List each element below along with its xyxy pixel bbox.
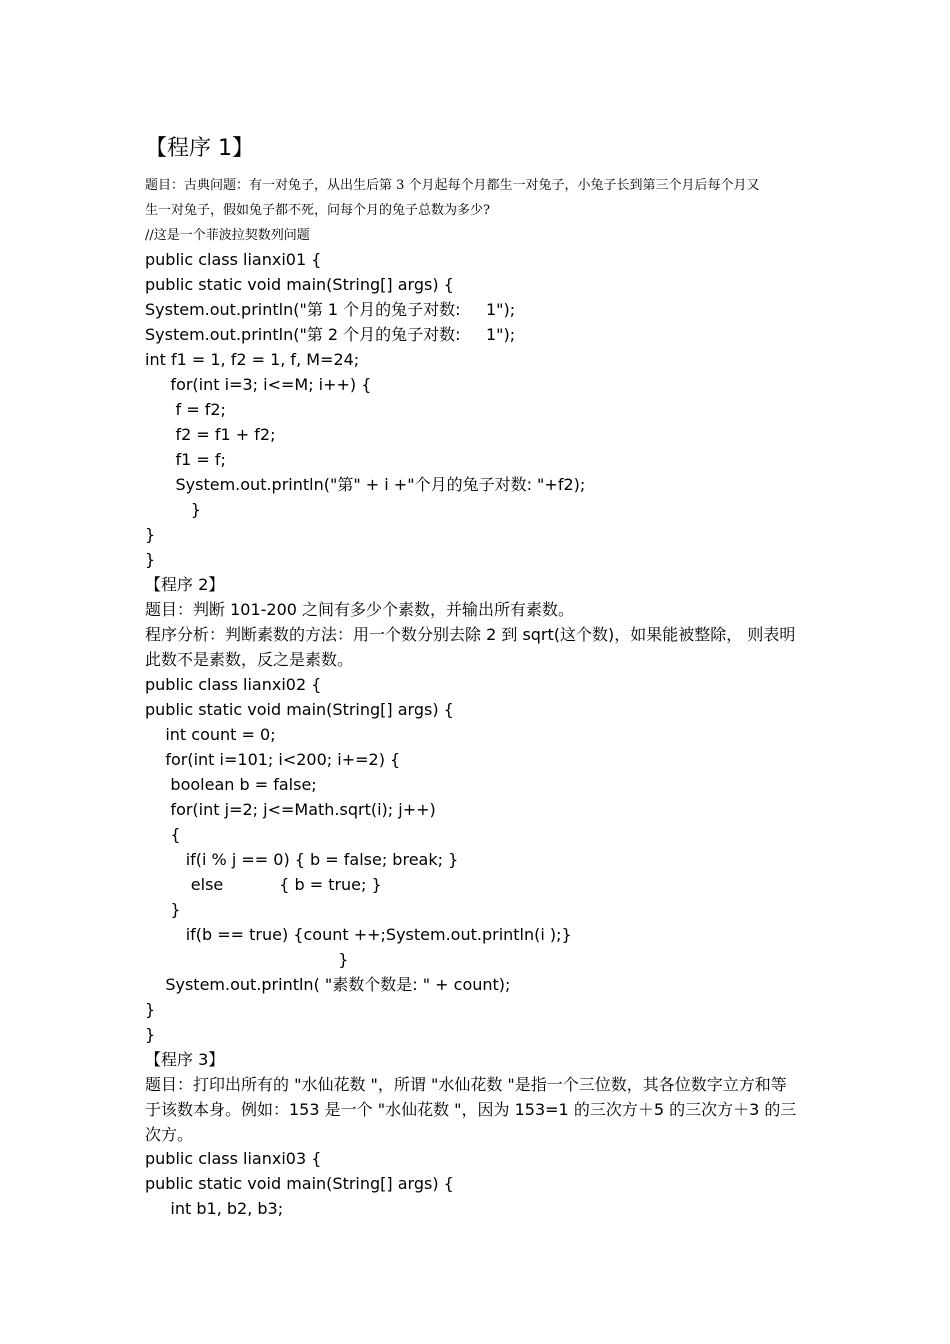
code-line: public static void main(String[] args) { [145,700,454,719]
code-line: if(b == true) {count ++;System.out.println(i );} [145,925,572,944]
code-line: for(int i=3; i<=M; i++) { [145,375,372,394]
code-line: if(i % j == 0) { b = false; break; } [145,850,459,869]
code-line: public static void main(String[] args) { [145,275,454,294]
code-line: for(int j=2; j<=Math.sqrt(i); j++) [145,800,436,819]
program-1-title: 【程序 1】 [145,136,254,161]
code-line: else { b = true; } [145,875,382,894]
program-2-title: 【程序 2】 [145,575,225,594]
program-1-question-line-2: 生一对兔子，假如兔子都不死，问每个月的兔子总数为多少? [145,203,490,218]
program-3-question-line-2: 于该数本身。例如：153 是一个 "水仙花数 "，因为 153=1 的三次方＋5 的三次方＋3 的三 [145,1100,797,1119]
code-line: int b1, b2, b3; [145,1199,284,1218]
code-line: { [145,825,181,844]
code-line: f2 = f1 + f2; [145,425,276,444]
program-1-question-line-1: 题目：古典问题：有一对兔子，从出生后第 3 个月起每个月都生一对兔子，小兔子长到第三个月后每个月又 [145,178,760,193]
program-3-question-line-3: 次方。 [145,1125,194,1144]
code-line: } [145,1000,156,1019]
code-line: } [145,550,156,569]
code-line: } [145,950,349,969]
code-line: System.out.println("第 2 个月的兔子对数: 1"); [145,325,516,344]
program-3-title: 【程序 3】 [145,1050,225,1069]
code-line: int count = 0; [145,725,276,744]
code-line: public class lianxi02 { [145,675,322,694]
program-3-question-line-1: 题目：打印出所有的 "水仙花数 "，所谓 "水仙花数 "是指一个三位数，其各位数字立方和等 [145,1075,787,1094]
code-line: } [145,900,181,919]
code-line: boolean b = false; [145,775,317,794]
code-line: } [145,525,156,544]
program-2-analysis-line-1: 程序分析：判断素数的方法：用一个数分别去除 2 到 sqrt(这个数)，如果能被整除， 则表明 [145,625,796,644]
program-1-comment: //这是一个菲波拉契数列问题 [145,228,310,243]
program-2-question: 题目：判断 101-200 之间有多少个素数，并输出所有素数。 [145,600,575,619]
code-line: f1 = f; [145,450,226,469]
code-line: for(int i=101; i<200; i+=2) { [145,750,401,769]
code-line: System.out.println("第" + i +"个月的兔子对数: "+f2); [145,475,586,494]
program-2-analysis-line-2: 此数不是素数，反之是素数。 [145,650,354,669]
code-line: } [145,500,201,519]
code-line: System.out.println( "素数个数是: " + count); [145,975,511,994]
code-line: int f1 = 1, f2 = 1, f, M=24; [145,350,360,369]
code-line: System.out.println("第 1 个月的兔子对数: 1"); [145,300,516,319]
code-line: public static void main(String[] args) { [145,1174,454,1193]
code-line: f = f2; [145,400,226,419]
code-line: public class lianxi03 { [145,1149,322,1168]
code-line: public class lianxi01 { [145,250,322,269]
code-line: } [145,1025,156,1044]
